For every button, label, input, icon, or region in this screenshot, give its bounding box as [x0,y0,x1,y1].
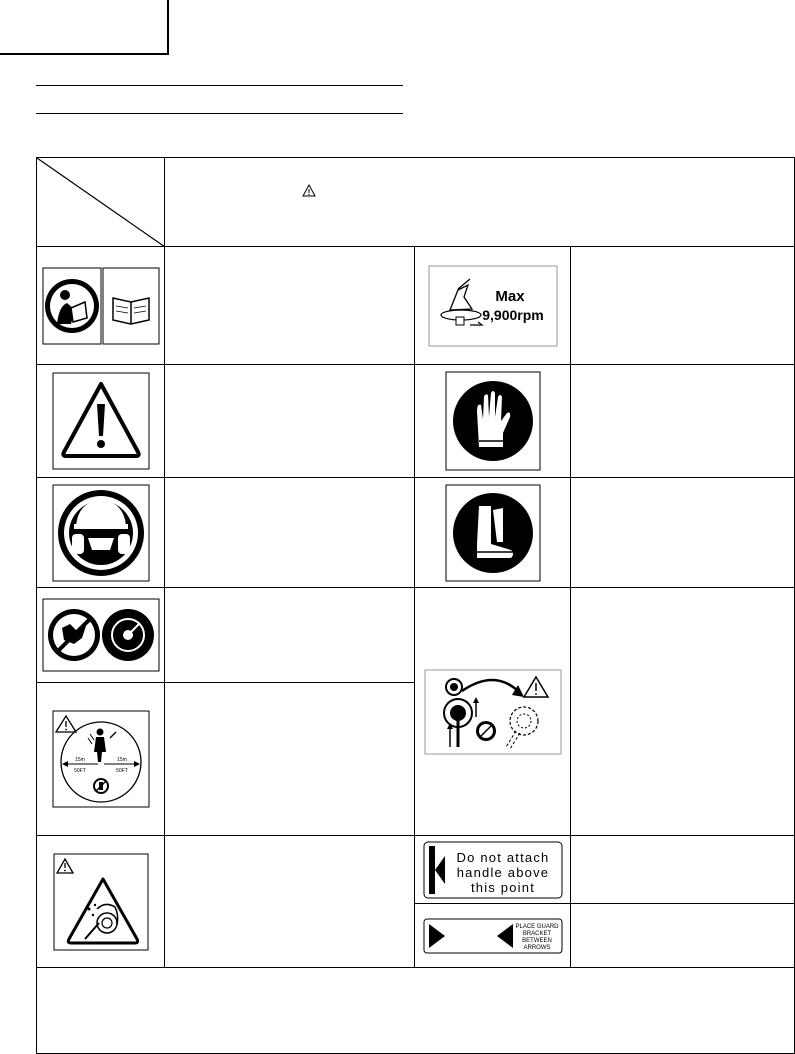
handle-label-icon [423,840,563,900]
read-manual-desc [165,247,415,365]
handle-label-cell [415,836,571,904]
kickback-desc [571,588,795,836]
read-manual-cell [37,247,165,365]
head-protection-cell [37,478,165,588]
kickback-icon [424,669,562,755]
guard-label-line-3: BETWEEN [521,937,552,944]
blade-type-desc [165,588,415,683]
header-rule-1 [36,85,403,86]
guard-bracket-desc [571,904,795,968]
guard-label-line-1: PLACE GUARD [514,923,559,930]
distance-icon [52,710,150,808]
thrown-objects-cell [37,836,165,968]
handle-label-line-3: this point [470,879,535,895]
warning-small-icon [302,184,316,197]
handle-label-line-2: handle above [456,864,549,880]
symbols-table [36,157,795,1054]
distance-cell [37,683,165,836]
thrown-objects-desc [165,836,415,968]
header-rule-2 [36,113,403,114]
guard-bracket-cell [415,904,571,968]
max-speed-value: 9,900rpm [481,306,544,323]
gloves-icon [445,371,541,471]
guard-label-line-2: BRACKET [522,930,551,937]
gloves-desc [571,365,795,478]
handle-label-line-1: Do not attach [456,849,549,865]
distance-right-m: 15m [116,757,127,763]
max-speed-icon [428,265,558,347]
head-protection-desc [165,478,415,588]
distance-left-m: 15m [74,757,85,763]
boots-icon [445,484,541,582]
read-manual-icon [41,266,161,346]
max-speed-desc [571,247,795,365]
thrown-objects-icon [53,853,149,951]
distance-desc [165,683,415,836]
table-footer-cell [37,968,795,1054]
guard-bracket-icon [423,918,563,954]
distance-right-ft: 50FT [115,768,128,774]
max-speed-cell [415,247,571,365]
kickback-cell [415,588,571,836]
warning-icon [52,372,150,470]
max-speed-title: Max [494,287,525,305]
guard-label-line-4: ARROWS [523,944,550,951]
gloves-cell [415,365,571,478]
boots-cell [415,478,571,588]
table-corner-cell [37,158,165,247]
distance-left-ft: 50FT [73,768,86,774]
blade-type-cell [37,588,165,683]
page-tab-box [0,0,169,55]
blade-type-icon [42,598,160,672]
warning-desc [165,365,415,478]
warning-cell [37,365,165,478]
head-protection-icon [52,484,150,582]
table-header-cell [165,158,795,247]
handle-label-desc [571,836,795,904]
boots-desc [571,478,795,588]
corner-diagonal [37,158,165,247]
